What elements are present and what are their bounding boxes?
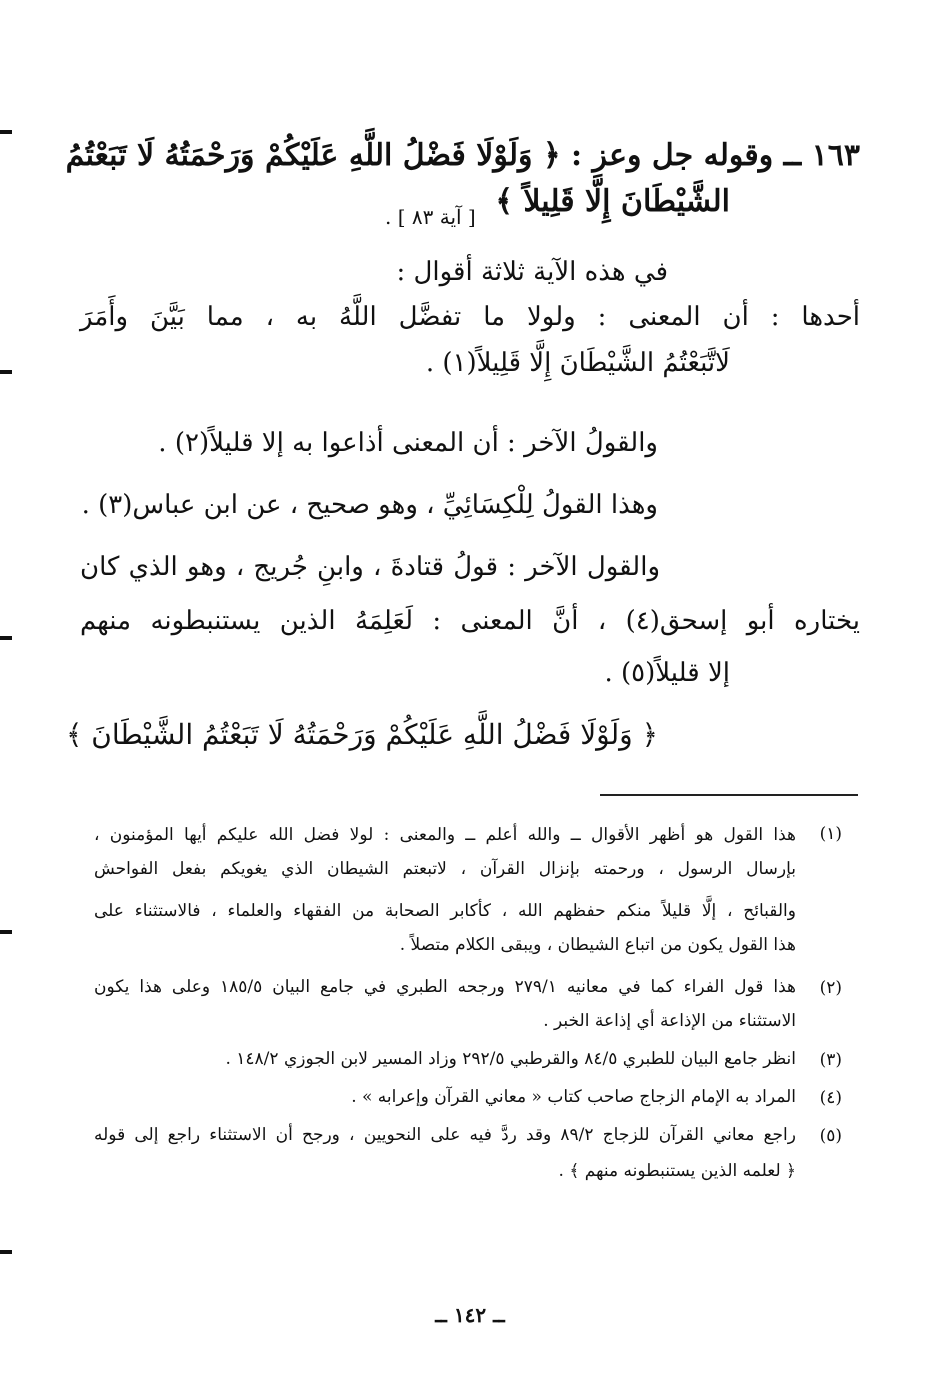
page-number: ــ ١٤٢ ــ [435,1303,505,1327]
footnote-separator [600,794,858,796]
quoted-verse: ﴿ وَلَوْلَا فَضْلُ اللَّهِ عَلَيْكُمْ وَرَحْمَتُهُ لَا تَبَعْتُمُ الشَّيْطَانَ ﴾ [66,718,658,751]
footnote-number: (٢) [819,978,842,998]
footnote-line: هذا قول الفراء كما في معانيه ٢٧٩/١ ورجحه الطبري في جامع البيان ١٨٥/٥ وعلى هذا يكون [94,977,796,997]
footnote-line: ﴿ لعلمه الذين يستنبطونه منهم ﴾ . [558,1161,796,1181]
fourth-opinion-line2: يختاره أبو إسحق(٤) ، أنَّ المعنى : لَعَلِمَهُ الذين يستنبطونه منهم [80,606,860,636]
footnote-number: (٤) [819,1088,842,1108]
footnote-line: الاستثناء من الإذاعة أي إذاعة الخبر . [543,1011,796,1031]
footnote-line: والقبائح ، إلَّا قليلاً منكم حفظهم الله ، كأكابر الصحابة من الفقهاء والعلماء ، فالاستثناء على [94,901,796,921]
third-opinion: وهذا القولُ لِلْكِسَائِيِّ ، وهو صحيح ، عن ابن عباس(٣) . [81,490,658,520]
intro-paragraph: في هذه الآية ثلاثة أقوال : [396,257,668,287]
footnote-line: انظر جامع البيان للطبري ٨٤/٥ والقرطبي ٢٩٢/٥ وزاد المسير لابن الجوزي ١٤٨/٢ . [225,1049,796,1069]
margin-mark [0,130,12,134]
footnote-line: المراد به الإمام الزجاج صاحب كتاب « معاني القرآن وإعرابه » . [351,1087,796,1107]
second-opinion: والقولُ الآخر : أن المعنى أذاعوا به إلا قليلاً(٢) . [158,428,658,458]
margin-mark [0,370,12,374]
footnote-number: (٣) [819,1050,842,1070]
fourth-opinion-line1: والقول الآخر : قولُ قتادةَ ، وابنِ جُريج ، وهو الذي كان [80,552,660,582]
footnote-line: راجع معاني القرآن للزجاج ٨٩/٢ وقد ردَّ فيه على النحويين ، ورجح أن الاستثناء راجع إلى قوله [94,1125,796,1145]
entry-heading-line2: الشَّيْطَانَ إِلَّا قَلِيلاً ﴾ [495,184,730,219]
footnote-number: (٥) [819,1126,842,1146]
first-opinion-line2: لَاتَّبَعْتُمُ الشَّيْطَانَ إِلَّا قَلِيلاً(١) . [425,348,730,378]
margin-mark [0,1250,12,1254]
fourth-opinion-line3: إلا قليلاً(٥) . [604,658,730,688]
footnote-line: بإرسال الرسول ، ورحمته بإنزال القرآن ، لاتبعتم الشيطان الذي يغويكم بفعل الفواحش [94,859,796,879]
verse-reference: [ آية ٨٣ ] . [385,205,476,229]
footnote-line: هذا القول هو أظهر الأقوال ــ والله أعلم ــ والمعنى : لولا فضل الله عليكم أيها المؤمنون ، [94,825,796,845]
footnote-line: هذا القول يكون من اتباع الشيطان ، ويبقى الكلام متصلاً . [399,935,796,955]
entry-heading-line1: ١٦٣ ــ وقوله جل وعز : ﴿ وَلَوْلَا فَضْلُ اللَّهِ عَلَيْكُمْ وَرَحْمَتُهُ لَا تَبَعْتُمُ [65,138,860,173]
margin-mark [0,636,12,640]
first-opinion-line1: أحدها : أن المعنى : ولولا ما تفضَّل اللَّهُ به ، مما بَيَّنَ وأَمَرَ [80,302,860,332]
footnote-number: (١) [819,824,842,844]
margin-mark [0,930,12,934]
